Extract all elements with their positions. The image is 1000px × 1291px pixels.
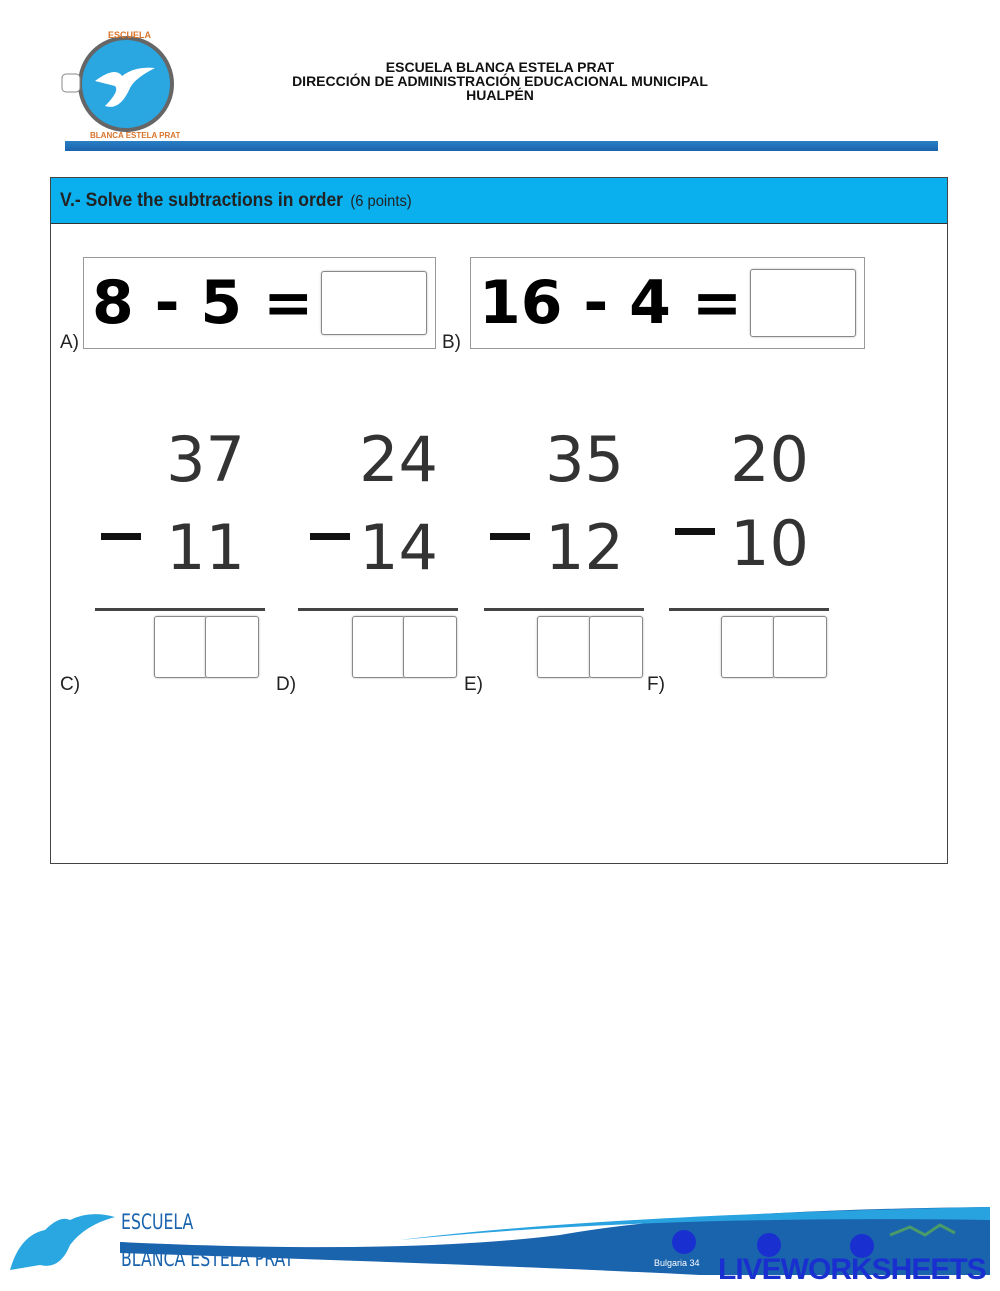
- label-e: E): [464, 674, 483, 695]
- section-header: [51, 178, 947, 224]
- answer-line: [669, 608, 829, 611]
- header-divider: [65, 141, 938, 151]
- expr-b: 16 - 4 =: [479, 268, 743, 338]
- answer-line: [298, 608, 458, 611]
- answer-e-ones[interactable]: [589, 616, 643, 678]
- problem-d: [298, 423, 458, 693]
- header-line-1: ESCUELA BLANCA ESTELA PRAT: [385, 59, 615, 75]
- school-logo: [60, 26, 180, 141]
- footer-school-1: ESCUELA: [121, 1210, 194, 1234]
- label-c: C): [60, 674, 81, 695]
- subtrahend-c: 11: [166, 511, 245, 584]
- minus-sign: [310, 533, 350, 540]
- answer-f-tens[interactable]: [721, 616, 775, 678]
- problem-a: [83, 257, 436, 349]
- label-a: A): [60, 332, 79, 353]
- footer: [0, 1195, 1000, 1291]
- minus-sign: [490, 533, 530, 540]
- answer-line: [95, 608, 265, 611]
- expr-a: 8 - 5 =: [92, 268, 314, 338]
- subtrahend-d: 14: [359, 511, 438, 584]
- answer-c-ones[interactable]: [205, 616, 259, 678]
- title-text: V.- Solve the subtractions in order: [60, 190, 343, 211]
- header-line-2: DIRECCIÓN DE ADMINISTRACIÓN EDUCACIONAL MUNICIPAL: [292, 73, 708, 89]
- header-line-3: HUALPÉN: [466, 87, 534, 103]
- answer-d-tens[interactable]: [352, 616, 406, 678]
- school-header: [250, 60, 750, 102]
- answer-a-input[interactable]: [321, 271, 427, 335]
- answer-c-tens[interactable]: [154, 616, 208, 678]
- footer-address: Bulgaria 34: [654, 1258, 700, 1268]
- problem-c: [95, 423, 265, 693]
- label-d: D): [276, 674, 297, 695]
- label-b: B): [442, 332, 461, 353]
- minuend-c: 37: [166, 423, 245, 496]
- label-f: F): [647, 674, 665, 695]
- minus-sign: [675, 528, 715, 535]
- answer-e-tens[interactable]: [537, 616, 591, 678]
- minuend-f: 20: [730, 423, 809, 496]
- minuend-d: 24: [359, 423, 438, 496]
- answer-line: [484, 608, 644, 611]
- footer-school-2: BLANCA ESTELA PRAT: [121, 1247, 294, 1271]
- minuend-e: 35: [545, 423, 624, 496]
- answer-f-ones[interactable]: [773, 616, 827, 678]
- subtrahend-f: 10: [730, 507, 809, 580]
- section-title: [60, 190, 412, 212]
- problem-f: [669, 423, 829, 693]
- answer-d-ones[interactable]: [403, 616, 457, 678]
- problem-e: [484, 423, 644, 693]
- exercise-section: [50, 177, 948, 864]
- problem-b: [470, 257, 865, 349]
- points-text: (6 points): [350, 193, 412, 210]
- answer-b-input[interactable]: [750, 269, 856, 337]
- subtrahend-e: 12: [545, 511, 624, 584]
- minus-sign: [101, 533, 141, 540]
- svg-text:ESCUELA: ESCUELA: [108, 30, 152, 40]
- liveworksheets-watermark: LIVEWORKSHEETS: [718, 1253, 986, 1286]
- svg-text:BLANCA ESTELA PRAT: BLANCA ESTELA PRAT: [90, 131, 180, 140]
